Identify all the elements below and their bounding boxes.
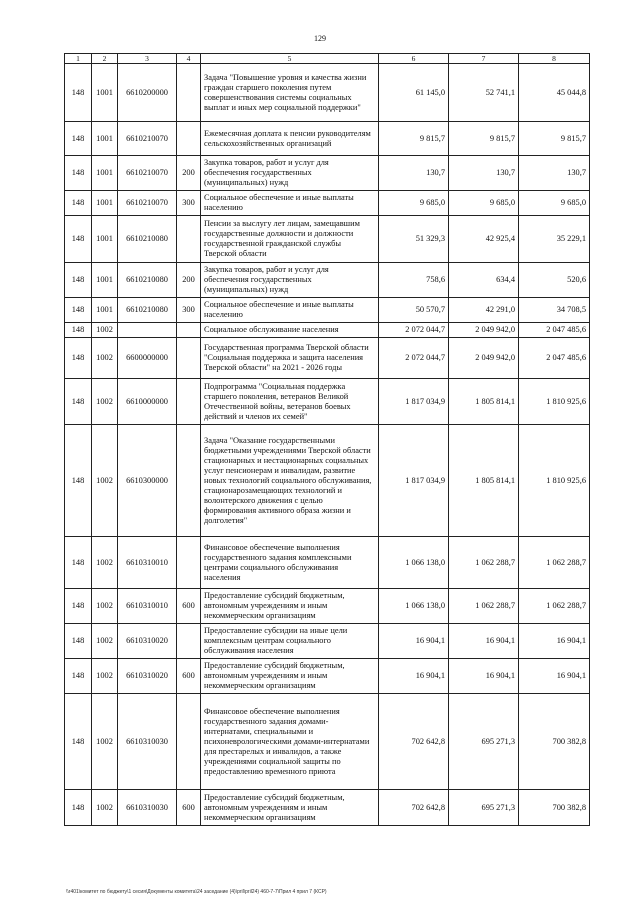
cell-amount-2024: 9 685,0 [379, 191, 449, 216]
cell-expense-type: 600 [177, 659, 201, 694]
cell-section: 1002 [92, 338, 118, 379]
column-header: 8 [519, 54, 590, 64]
cell-target-article: 6610310030 [118, 694, 177, 790]
cell-amount-2025: 9 815,7 [449, 122, 519, 156]
cell-amount-2025: 2 049 942,0 [449, 338, 519, 379]
cell-amount-2026: 2 047 485,6 [519, 338, 590, 379]
cell-amount-2025: 695 271,3 [449, 694, 519, 790]
table-row [65, 589, 590, 624]
cell-amount-2024: 758,6 [379, 263, 449, 298]
cell-ved: 148 [65, 323, 92, 338]
table-row [65, 191, 590, 216]
cell-section: 1002 [92, 694, 118, 790]
header-row [65, 54, 590, 64]
column-header: 3 [118, 54, 177, 64]
cell-amount-2025: 1 805 814,1 [449, 425, 519, 537]
cell-amount-2025: 42 291,0 [449, 298, 519, 323]
cell-target-article [118, 323, 177, 338]
cell-section: 1002 [92, 379, 118, 425]
cell-target-article: 6610210080 [118, 298, 177, 323]
cell-target-article: 6610210080 [118, 263, 177, 298]
column-header: 2 [92, 54, 118, 64]
cell-target-article: 6610210070 [118, 191, 177, 216]
cell-amount-2026: 35 229,1 [519, 216, 590, 263]
cell-target-article: 6610210080 [118, 216, 177, 263]
cell-amount-2025: 1 062 288,7 [449, 589, 519, 624]
cell-expense-type [177, 694, 201, 790]
cell-amount-2026: 2 047 485,6 [519, 323, 590, 338]
cell-ved: 148 [65, 338, 92, 379]
cell-section: 1002 [92, 323, 118, 338]
cell-description: Государственная программа Тверской области "Социальная поддержка и защита населения Тверской области" на 2021 - 2026 годы [201, 338, 379, 379]
cell-ved: 148 [65, 694, 92, 790]
cell-amount-2026: 34 708,5 [519, 298, 590, 323]
cell-amount-2026: 1 062 288,7 [519, 537, 590, 589]
cell-amount-2026: 520,6 [519, 263, 590, 298]
table-row [65, 216, 590, 263]
cell-amount-2026: 1 810 925,6 [519, 379, 590, 425]
cell-description: Ежемесячная доплата к пенсии руководителям сельскохозяйственных организаций [201, 122, 379, 156]
cell-amount-2024: 702 642,8 [379, 790, 449, 826]
cell-amount-2026: 16 904,1 [519, 659, 590, 694]
cell-amount-2024: 1 817 034,9 [379, 425, 449, 537]
cell-amount-2026: 130,7 [519, 156, 590, 191]
cell-amount-2025: 1 805 814,1 [449, 379, 519, 425]
cell-section: 1001 [92, 216, 118, 263]
table-row [65, 323, 590, 338]
cell-description: Социальное обслуживание населения [201, 323, 379, 338]
column-header: 7 [449, 54, 519, 64]
cell-expense-type [177, 323, 201, 338]
cell-description: Закупка товаров, работ и услуг для обеспечения государственных (муниципальных) нужд [201, 156, 379, 191]
page-number: 129 [314, 34, 326, 43]
cell-amount-2024: 702 642,8 [379, 694, 449, 790]
cell-ved: 148 [65, 624, 92, 659]
column-header: 6 [379, 54, 449, 64]
cell-target-article: 6610310010 [118, 589, 177, 624]
cell-amount-2025: 695 271,3 [449, 790, 519, 826]
cell-expense-type: 200 [177, 156, 201, 191]
cell-description: Предоставление субсидии на иные цели комплексным центрам социального обслуживания населения [201, 624, 379, 659]
cell-expense-type [177, 624, 201, 659]
cell-expense-type [177, 379, 201, 425]
cell-amount-2026: 700 382,8 [519, 694, 590, 790]
cell-ved: 148 [65, 216, 92, 263]
cell-amount-2025: 9 685,0 [449, 191, 519, 216]
cell-section: 1001 [92, 263, 118, 298]
cell-amount-2024: 1 066 138,0 [379, 537, 449, 589]
cell-expense-type: 300 [177, 298, 201, 323]
cell-amount-2026: 45 044,8 [519, 64, 590, 122]
table-row [65, 624, 590, 659]
cell-section: 1002 [92, 425, 118, 537]
cell-ved: 148 [65, 589, 92, 624]
cell-amount-2026: 9 815,7 [519, 122, 590, 156]
cell-amount-2025: 634,4 [449, 263, 519, 298]
cell-amount-2026: 16 904,1 [519, 624, 590, 659]
table-row [65, 659, 590, 694]
cell-description: Социальное обеспечение и иные выплаты населению [201, 191, 379, 216]
cell-section: 1001 [92, 64, 118, 122]
cell-target-article: 6600000000 [118, 338, 177, 379]
cell-amount-2024: 16 904,1 [379, 624, 449, 659]
cell-target-article: 6610300000 [118, 425, 177, 537]
table-row [65, 122, 590, 156]
cell-description: Закупка товаров, работ и услуг для обеспечения государственных (муниципальных) нужд [201, 263, 379, 298]
cell-amount-2024: 51 329,3 [379, 216, 449, 263]
cell-expense-type [177, 425, 201, 537]
table-row [65, 425, 590, 537]
cell-section: 1001 [92, 298, 118, 323]
cell-amount-2024: 16 904,1 [379, 659, 449, 694]
cell-amount-2024: 130,7 [379, 156, 449, 191]
cell-amount-2026: 9 685,0 [519, 191, 590, 216]
cell-ved: 148 [65, 64, 92, 122]
cell-amount-2025: 16 904,1 [449, 659, 519, 694]
cell-amount-2025: 16 904,1 [449, 624, 519, 659]
table-row [65, 156, 590, 191]
cell-description: Предоставление субсидий бюджетным, автономным учреждениям и иным некоммерческим организациям [201, 659, 379, 694]
cell-ved: 148 [65, 790, 92, 826]
cell-description: Подпрограмма "Социальная поддержка старшего поколения, ветеранов Великой Отечественной войны, ветеранов боевых действий и членов их семей" [201, 379, 379, 425]
cell-expense-type [177, 64, 201, 122]
cell-expense-type: 600 [177, 589, 201, 624]
cell-amount-2025: 42 925,4 [449, 216, 519, 263]
cell-amount-2024: 50 570,7 [379, 298, 449, 323]
table-row [65, 790, 590, 826]
column-header: 5 [201, 54, 379, 64]
table-row [65, 379, 590, 425]
cell-ved: 148 [65, 298, 92, 323]
cell-target-article: 6610310010 [118, 537, 177, 589]
cell-amount-2026: 700 382,8 [519, 790, 590, 826]
cell-section: 1001 [92, 156, 118, 191]
cell-description: Пенсии за выслугу лет лицам, замещавшим государственные должности и должности государственной гражданской службы Тверской области [201, 216, 379, 263]
cell-section: 1002 [92, 790, 118, 826]
cell-ved: 148 [65, 659, 92, 694]
table-row [65, 263, 590, 298]
cell-target-article: 6610200000 [118, 64, 177, 122]
table-row [65, 694, 590, 790]
cell-expense-type: 300 [177, 191, 201, 216]
cell-ved: 148 [65, 425, 92, 537]
cell-description: Финансовое обеспечение выполнения государственного задания комплексными центрами социального обслуживания населения [201, 537, 379, 589]
cell-section: 1002 [92, 659, 118, 694]
column-header: 1 [65, 54, 92, 64]
cell-description: Задача "Повышение уровня и качества жизни граждан старшего поколения путем совершенствования системы социальных выплат и иных мер социальной поддержки" [201, 64, 379, 122]
cell-section: 1002 [92, 624, 118, 659]
cell-section: 1001 [92, 191, 118, 216]
cell-amount-2024: 2 072 044,7 [379, 338, 449, 379]
cell-expense-type [177, 338, 201, 379]
cell-amount-2026: 1 810 925,6 [519, 425, 590, 537]
cell-ved: 148 [65, 191, 92, 216]
cell-section: 1001 [92, 122, 118, 156]
cell-amount-2024: 1 066 138,0 [379, 589, 449, 624]
cell-amount-2025: 1 062 288,7 [449, 537, 519, 589]
cell-expense-type [177, 216, 201, 263]
cell-target-article: 6610310030 [118, 790, 177, 826]
cell-target-article: 6610310020 [118, 659, 177, 694]
cell-amount-2025: 130,7 [449, 156, 519, 191]
cell-description: Предоставление субсидий бюджетным, автономным учреждениям и иным некоммерческим организациям [201, 790, 379, 826]
cell-ved: 148 [65, 263, 92, 298]
cell-target-article: 6610000000 [118, 379, 177, 425]
table-row [65, 64, 590, 122]
cell-amount-2024: 61 145,0 [379, 64, 449, 122]
cell-ved: 148 [65, 122, 92, 156]
cell-target-article: 6610210070 [118, 156, 177, 191]
cell-target-article: 6610210070 [118, 122, 177, 156]
table-row [65, 537, 590, 589]
cell-section: 1002 [92, 537, 118, 589]
cell-amount-2024: 2 072 044,7 [379, 323, 449, 338]
cell-target-article: 6610310020 [118, 624, 177, 659]
cell-ved: 148 [65, 156, 92, 191]
cell-amount-2025: 52 741,1 [449, 64, 519, 122]
cell-ved: 148 [65, 379, 92, 425]
cell-amount-2026: 1 062 288,7 [519, 589, 590, 624]
cell-section: 1002 [92, 589, 118, 624]
column-header: 4 [177, 54, 201, 64]
cell-description: Предоставление субсидий бюджетным, автономным учреждениям и иным некоммерческим организациям [201, 589, 379, 624]
cell-description: Финансовое обеспечение выполнения государственного задания домами-интернатами, специальными и психоневрологическими домами-интернатами для престарелых и инвалидов, а также учреждениями социальной защиты по предоставлению временного приюта [201, 694, 379, 790]
table-row [65, 298, 590, 323]
cell-expense-type [177, 122, 201, 156]
cell-ved: 148 [65, 537, 92, 589]
table-row [65, 338, 590, 379]
cell-expense-type: 600 [177, 790, 201, 826]
cell-description: Социальное обеспечение и иные выплаты населению [201, 298, 379, 323]
budget-table [64, 53, 590, 826]
cell-description: Задача "Оказание государственными бюджетными учреждениями Тверской области стационарных и нестационарных социальных услуг пенсионерам и инвалидам, развитие новых технологий социального обслуживания, стационарозамещающих технологий и волонтерского движения с целью формирования активного образа жизни и долголетия" [201, 425, 379, 537]
cell-amount-2025: 2 049 942,0 [449, 323, 519, 338]
cell-amount-2024: 1 817 034,9 [379, 379, 449, 425]
cell-expense-type: 200 [177, 263, 201, 298]
cell-amount-2024: 9 815,7 [379, 122, 449, 156]
cell-expense-type [177, 537, 201, 589]
file-path-footer: \\r401\комитет по бюджету\1 сесия\Документы комитета\24 заседание (4)\pril\pril24) 460-7-7\Прил 4 прил 7 (КСР) [66, 889, 327, 895]
